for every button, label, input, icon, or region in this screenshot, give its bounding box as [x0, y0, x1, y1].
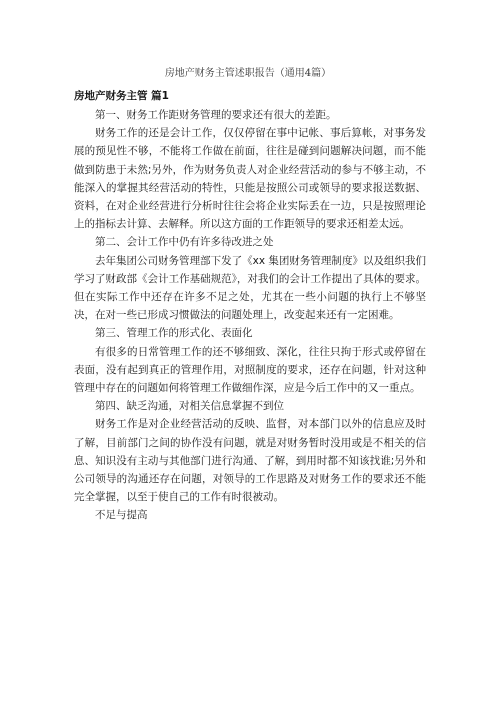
paragraph-shortcomings-heading: 不足与提高: [95, 509, 148, 522]
paragraph-point-3-heading: 第三、管理工作的形式化、表面化: [95, 327, 253, 340]
document-body: [74, 106, 426, 525]
document-title: 房地产财务主管述职报告（通用4篇）: [164, 68, 332, 79]
section-heading: 房地产财务主管 篇1: [74, 90, 169, 102]
paragraph-point-3-body: 有很多的日常管理工作的还不够细致、深化，往往只拘于形式或停留在表面，没有起到真正的管理作用，对照制度的要求，还存在问题，针对这种管理中存在的问题如何将管理工作做细作深，应是今后工作中的又一重点。: [74, 345, 426, 395]
paragraph-point-2-heading: 第二、会计工作中仍有许多待改进之处: [95, 236, 274, 249]
paragraph-point-4-body: 财务工作是对企业经营活动的反映、监督，对本部门以外的信息应及时了解，目前部门之间的协作没有问题，就是对财务暂时没用或是不相关的信息、知识没有主动与其他部门进行沟通、了解，到用时都不知该找谁;另外和公司领导的沟通还存在问题，对领导的工作思路及对财务工作的要求还不能完全掌握，以至于使自己的工作有时很被动。: [74, 418, 426, 504]
paragraph-point-1-body: 财务工作的还是会计工作，仅仅停留在事中记帐、事后算帐，对事务发展的预见性不够，不能将工作做在前面，往往是碰到问题解决问题，而不能做到防患于未然;另外，作为财务负责人对企业经营活动的参与不够主动，不能深入的掌握其经营活动的特性，只能是按照公司或领导的要求报送数据、资料，在对企业经营进行分析时往往会将企业实际丢在一边，只是按照理论上的指标去计算、去解释。所以这方面的工作距领导的要求还相差太远。: [74, 127, 426, 231]
paragraph-point-2-body: 去年集团公司财务管理部下发了《xx 集团财务管理制度》以及组织我们学习了财政部《会计工作基础规范》，对我们的会计工作提出了具体的要求。但在实际工作中还存在许多不足之处，尤其在一些小问题的执行上不够坚决，在对一些已形成习惯做法的问题处理上，改变起来还有一定困难。: [74, 254, 426, 322]
paragraph-point-4-heading: 第四、缺乏沟通，对相关信息掌握不到位: [95, 400, 284, 413]
paragraph-point-1-heading: 第一、财务工作距财务管理的要求还有很大的差距。: [95, 109, 337, 121]
